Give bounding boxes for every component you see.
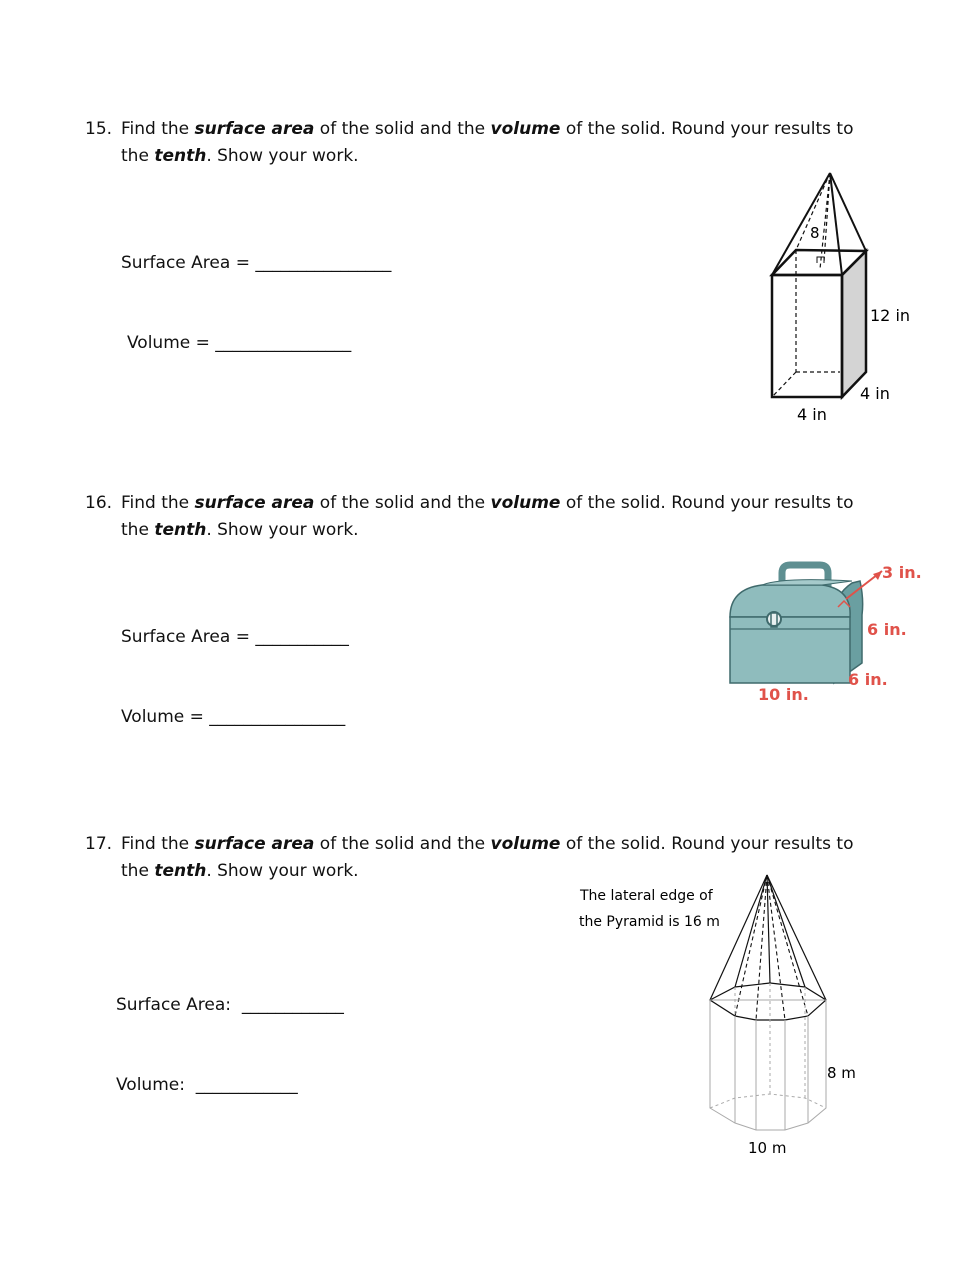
q15-surface-area-blank[interactable]: Surface Area = ________________	[121, 253, 392, 273]
q15-label-depth: 4 in	[860, 384, 890, 403]
q15-label-height: 12 in	[870, 306, 911, 325]
q-text: Find the	[121, 493, 195, 513]
q16-label-radius: 3 in.	[882, 563, 922, 582]
volume-term: volume	[490, 834, 561, 854]
q16-figure-treasure-chest	[722, 555, 932, 719]
q16-surface-area-blank[interactable]: Surface Area = ___________	[121, 627, 349, 647]
q17-note-line-2: the Pyramid is 16 m	[579, 914, 720, 930]
q16-volume-blank[interactable]: Volume = ________________	[121, 707, 346, 727]
q-text: Find the	[121, 834, 195, 854]
q17-surface-area-blank[interactable]: Surface Area: ____________	[116, 995, 344, 1015]
question-number: 16.	[85, 493, 113, 513]
q-text: of the solid. Round your results to	[560, 493, 854, 513]
q16-label-depth: 6 in.	[848, 670, 888, 689]
q17-volume-blank[interactable]: Volume: ____________	[116, 1075, 298, 1095]
q17-label-side: 10 m	[748, 1139, 787, 1157]
q15-figure-prism-with-pyramid	[760, 165, 930, 439]
volume-term: volume	[490, 119, 561, 139]
q-text: of the solid and the	[314, 834, 491, 854]
surface-area-term: surface area	[194, 834, 315, 854]
question-17-line-1	[85, 831, 945, 858]
q-text: the	[121, 146, 155, 166]
question-16	[85, 490, 945, 544]
q15-label-slant: 8	[810, 224, 820, 242]
question-15	[85, 116, 945, 170]
q16-label-length: 10 in.	[758, 685, 809, 704]
tenth-term: tenth	[154, 861, 207, 881]
q17-label-height: 8 m	[827, 1064, 856, 1082]
q-text: . Show your work.	[206, 861, 359, 881]
q-text: Find the	[121, 119, 195, 139]
q-text: . Show your work.	[206, 146, 359, 166]
question-number: 17.	[85, 834, 113, 854]
question-15-line-1	[85, 116, 945, 143]
question-number: 15.	[85, 119, 113, 139]
q-text: of the solid. Round your results to	[560, 834, 854, 854]
q17-note-line-1: The lateral edge of	[580, 888, 713, 904]
q-text: of the solid and the	[314, 119, 491, 139]
question-16-line-1	[85, 490, 945, 517]
q15-volume-blank[interactable]: Volume = ________________	[127, 333, 352, 353]
surface-area-term: surface area	[194, 119, 315, 139]
surface-area-term: surface area	[194, 493, 315, 513]
q15-label-width: 4 in	[797, 405, 827, 424]
q17-figure-octagonal-prism-with-pyramid	[570, 870, 870, 1174]
q-text: the	[121, 861, 155, 881]
q-text: . Show your work.	[206, 520, 359, 540]
q-text: of the solid. Round your results to	[560, 119, 854, 139]
tenth-term: tenth	[154, 146, 207, 166]
q-text: the	[121, 520, 155, 540]
question-16-line-2	[85, 517, 945, 544]
volume-term: volume	[490, 493, 561, 513]
q16-label-height: 6 in.	[867, 620, 907, 639]
q-text: of the solid and the	[314, 493, 491, 513]
tenth-term: tenth	[154, 520, 207, 540]
